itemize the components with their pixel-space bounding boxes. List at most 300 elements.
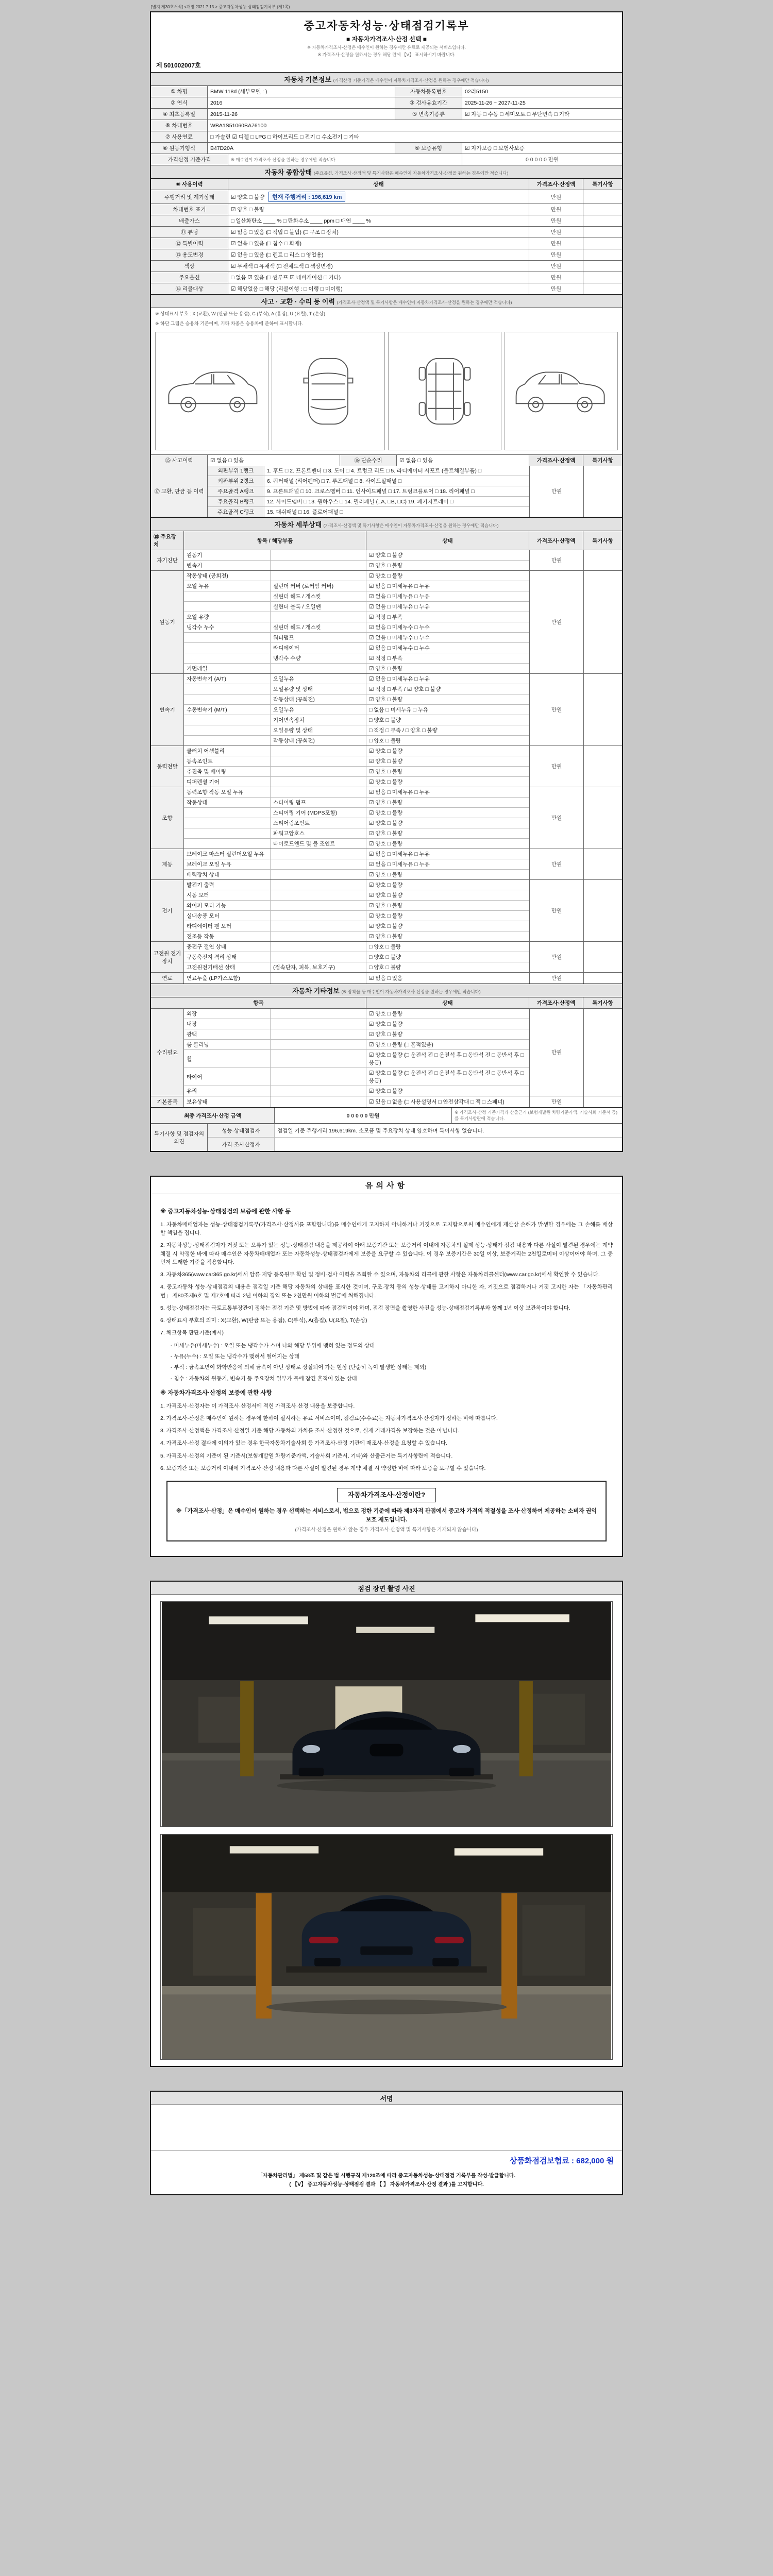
notice-items-b [160,1402,613,1473]
detail-part: 라디에이터 [271,643,366,653]
etc-row [184,1050,529,1068]
signature-block [150,2091,623,2195]
device-note-cell [583,746,622,787]
header-note: 특기사항 [583,179,622,190]
detail-status-checkboxes: □ 양호 □ 불량 [369,944,401,950]
detail-row [184,643,529,653]
detail-title-note: (가격조사·산정액 및 특기사항은 매수인이 자동차가격조사·산정을 원하는 경우에만 적습니다) [323,523,499,528]
rank-row [208,466,529,476]
condition-item-label: 배출가스 [151,215,228,226]
header-item-part: 항목 / 해당부품 [184,531,366,550]
device-rows [184,880,529,941]
detail-item: 전조등 작동 [184,931,271,941]
detail-part: 실린더 커버 (로커암 커버) [271,581,366,591]
device-label: 원동기 [151,571,184,673]
device-group [151,550,622,571]
detail-status-checkboxes: ☑ 양호 □ 불량 [369,923,403,929]
accident-history-table [151,455,622,466]
rank-price-cell: 만원 [529,466,583,517]
detail-item: 추진축 및 베어링 [184,767,271,776]
notice-item: 7. 체크항목 판단기준(예시) [160,1330,224,1336]
info-box-text: ※「가격조사·산정」은 매수인이 원하는 경우 선택하는 서비스로서, 법으로 정한 기준에 따라 제3자적 관점에서 중고차 가격의 적절성을 조사·산정하여 제공하는 소비자 권익보호 제도입니다. [176,1508,597,1523]
detail-item: 충전구 절연 상태 [184,942,271,952]
device-label: 고전원 전기장치 [151,942,184,972]
device-note-cell [583,550,622,570]
etc-title-note: (※ 장착물 등 매수인이 자동차가격조사·산정을 원하는 경우에만 적습니다) [341,989,481,994]
detail-item: 오일 유량 [184,612,271,622]
detail-item: 오일 누유 [184,581,271,591]
etc-group-rows [184,1096,529,1107]
condition-status-cell [228,261,529,272]
detail-part: 실린더 헤드 / 개스킷 [271,591,366,601]
detail-part: (접속단자, 피복, 보호기구) [271,962,366,972]
detail-row [184,777,529,787]
detail-row [184,684,529,694]
detail-item: 작동상태 (공회전) [184,571,271,581]
rank-row [208,507,529,517]
header-item: 항목 [151,997,366,1008]
detail-row [184,859,529,870]
condition-status-cell [228,204,529,215]
detail-row [184,921,529,931]
car-top-view-icon [279,354,377,429]
photos-area [151,1595,622,2066]
detail-part [271,859,366,869]
detail-status-checkboxes: ☑ 양호 □ 불량 [369,810,403,816]
table-row [151,143,622,154]
device-rows [184,942,529,972]
detail-status-checkboxes: ☑ 없음 □ 미세누유 □ 누유 [369,594,430,600]
device-label: 변속기 [151,674,184,745]
header-note: 특기사항 [583,455,622,466]
detail-item: 고전원전기배선 상태 [184,962,271,972]
detail-status-checkboxes: ☑ 양호 □ 불량 [369,697,403,703]
remarks-text [275,1138,622,1151]
etc-row [184,1019,529,1029]
notice-item: 1. 가격조사·산정자는 이 가격조사·산정서에 적힌 가격조사·산정 내용을 보증합니다. [160,1402,355,1409]
document-number: 제 501002007호 [156,62,201,69]
car-underbody-icon [396,354,494,429]
detail-row [184,736,529,745]
detail-row [184,561,529,570]
detail-row [184,756,529,767]
notice-item: 2. 가격조사·산정은 매수인이 원하는 경우에 한하여 실시하는 유료 서비스이며, 점검료(수수료)는 자동차가격조사·산정자가 정하는 바에 따릅니다. [160,1415,498,1421]
detail-part: 워터펌프 [271,633,366,642]
note-cell [583,261,622,272]
basic-title-note: (가격산정 기준가격은 매수인이 자동차가격조사·산정을 원하는 경우에만 적습니다) [333,78,489,83]
detail-status-checkboxes: ☑ 양호 □ 불량 [369,882,403,888]
page-title: 중고자동차성능·상태점검기록부 [304,20,469,32]
device-price-cell: 만원 [529,674,583,745]
etc-item: 유리 [184,1086,271,1096]
detail-row [184,890,529,901]
first-reg-value: 2015-11-26 [208,109,395,120]
detail-status-checkboxes: □ 양호 □ 불량 [369,964,401,971]
detail-item [184,839,271,849]
detail-item: 디퍼렌셜 기어 [184,777,271,787]
detail-part [271,901,366,910]
device-group [151,746,622,787]
device-price-cell: 만원 [529,571,583,673]
header-price: 가격조사·산정액 [529,531,583,550]
detail-item [184,602,271,612]
detail-row [184,849,529,859]
detail-status-checkboxes: □ 적정 □ 부족 / □ 양호 □ 불량 [369,727,438,734]
detail-status-checkboxes: ☑ 양호 □ 불량 [369,573,403,579]
price-appraisal-info-box [166,1481,607,1541]
detail-row [184,880,529,890]
detail-part [271,931,366,941]
detail-status-checkboxes: ☑ 양호 □ 불량 [369,666,403,672]
detail-row [184,725,529,736]
header-status: 상태 [366,531,529,550]
etc-item: 타이어 [184,1068,271,1086]
detail-part: 타이로드엔드 및 볼 조인트 [271,839,366,849]
status-checkboxes: □ 일산화탄소 ____ % □ 탄화수소 ____ ppm □ 매연 ____ % [231,218,371,224]
detail-part: 냉각수 수량 [271,653,366,663]
accident-legend-row [151,455,622,466]
device-label: 자기진단 [151,550,184,570]
detail-status-checkboxes: □ 양호 □ 불량 [369,954,401,960]
detail-item: 구동축전지 격리 상태 [184,952,271,962]
remarks-section [151,1124,622,1151]
detail-item [184,653,271,663]
detail-status-checkboxes: ☑ 없음 □ 미세누유 □ 누유 [369,604,430,610]
simple-repair-label: ⑯ 단순수리 [340,455,397,466]
detail-part [271,787,366,797]
exchange-history-label: ⑰ 교환, 판금 등 이력 [151,466,208,517]
detail-part [271,973,366,984]
rank-note-cell [583,466,622,517]
detail-part [271,664,366,673]
status-checkboxes: ☑ 없음 □ 있음 (□ 침수 □ 화재) [231,241,301,247]
car-diagram-side-left [155,332,268,450]
device-rows [184,746,529,787]
notice-subitem: - 부식 : 금속표면이 화학반응에 의해 금속이 아닌 상태로 상실되어 가는 현상 (단순히 녹이 발생한 상태는 제외) [171,1364,427,1371]
inspection-period-label: ③ 검사유효기간 [395,97,462,108]
etc-row [184,1029,529,1040]
signature-title: 서명 [151,2092,622,2105]
condition-item-label: 차대번호 표기 [151,204,228,215]
notice-body [151,1194,622,1556]
detail-status-checkboxes: ☑ 양호 □ 불량 [369,779,403,785]
condition-row [151,272,622,283]
rank-parts: 1. 후드 □ 2. 프론트펜더 □ 3. 도어 □ 4. 트렁크 리드 □ 5. 라디에이터 서포트 (볼트체결부품) □ [267,468,482,474]
notice-item: 6. 상태표시 부호의 의미 : X(교환), W(판금 또는 용접), C(부식), A(흠집), U(요철), T(손상) [160,1317,367,1324]
etc-row [184,1040,529,1050]
note-cell [583,238,622,249]
basic-title: 자동차 기본정보 [284,76,332,83]
table-row [151,86,622,97]
notice-item: 5. 가격조사·산정의 기준이 된 기준서(보험개발원 차량기준가액, 기술사회 기준서, 기타)와 산출근거는 특기사항란에 적습니다. [160,1452,453,1459]
etc-status-checkboxes: ☑ 양호 □ 불량 [369,1088,403,1094]
remarks-author: 가격·조사산정자 [208,1138,275,1151]
remarks-row [208,1138,622,1151]
status-checkboxes: ☑ 양호 □ 불량 [231,194,265,200]
table-row [151,109,622,120]
detail-item: 원동기 [184,550,271,560]
detail-row [184,962,529,972]
condition-item-label: 색상 [151,261,228,272]
condition-status-cell [228,190,529,204]
section-title-etc [151,984,622,997]
price-cell: 만원 [529,272,583,283]
device-group [151,849,622,880]
etc-item: 휠 [184,1050,271,1067]
inspection-photo-front [160,1601,613,1827]
detail-item: 브레이크 오일 누유 [184,859,271,869]
etc-group-rows [184,1009,529,1096]
detail-row [184,664,529,673]
header-price: 가격조사·산정액 [529,179,583,190]
footer-lines [151,2171,622,2194]
car-diagram-top [272,332,385,450]
detail-row [184,901,529,911]
status-checkboxes: ☑ 없음 □ 있음 (□ 적법 □ 불법) (□ 구조 □ 장치) [231,229,339,235]
comprehensive-table [151,179,622,294]
notice-subitems-a [160,1342,613,1383]
detail-row [184,767,529,777]
condition-status-cell [228,249,529,260]
notice-item: 2. 자동차성능·상태점검자가 거짓 또는 오류가 있는 성능·상태점검 내용을 제공하여 아래 보증기간 또는 보증거리 이내에 자동차의 실제 성능·상태가 점검 내용과 다른 사실이 발견된 경우에는 계약 체결 시 약정한 바에 따라 매수인은 자동차매매업자 또는 자동차성능·상태점검자에게 보증을 요구할 수 있습니다. 이 경우 보증기간은 30일 이상, 보증거리는 2천킬로미터 이상이어야 하며, 그 중 먼저 도래한 기준을 적용합니다. [160,1242,613,1265]
etc-part [271,1086,366,1096]
detail-part [271,952,366,962]
transmission-checkboxes: ☑ 자동 □ 수동 □ 세미오토 □ 무단변속 □ 기타 [465,111,570,117]
detail-item [184,828,271,838]
engine-type-label: ⑧ 원동기형식 [151,143,208,154]
condition-item-label: ⑭ 리콜대상 [151,283,228,294]
car-name-label: ① 차명 [151,86,208,97]
document [150,0,623,2195]
device-label: 조향 [151,787,184,849]
status-checkboxes: ☑ 없음 □ 있음 (□ 렌트 □ 리스 □ 영업용) [231,252,324,258]
header-note: 특기사항 [583,531,622,550]
detail-part [271,767,366,776]
device-group [151,787,622,849]
detail-status-checkboxes: ☑ 양호 □ 불량 [369,831,403,837]
notice-items-a [160,1221,613,1337]
detail-status-checkboxes: ☑ 양호 □ 불량 [369,769,403,775]
detail-part: 파워고압호스 [271,828,366,838]
notice-section-a-title: ※ 중고자동차성능·상태점검의 보증에 관한 사항 등 [160,1209,291,1215]
etc-title: 자동차 기타정보 [292,987,340,995]
photos-title: 점검 장면 촬영 사진 [151,1582,622,1595]
detail-item: 수동변속기 (M/T) [184,705,271,715]
detail-row [184,808,529,818]
device-note-cell [583,787,622,849]
condition-row [151,249,622,261]
detail-item: 라디에이터 팬 모터 [184,921,271,931]
detail-item [184,808,271,818]
detail-status-checkboxes: ☑ 양호 □ 불량 [369,892,403,899]
premium-label: 상품화점검보험료 : [509,2157,574,2166]
detail-item: 자동변속기 (A/T) [184,674,271,684]
detail-part: 오일누유 [271,705,366,715]
condition-status-cell [228,272,529,283]
condition-row [151,238,622,249]
notice-item: 4. 가격조사·산정 결과에 이의가 있는 경우 한국자동차기술사회 등 가격조사·산정 기관에 재조사·산정을 요청할 수 있습니다. [160,1440,448,1447]
detail-item: 작동상태 [184,798,271,807]
detail-row [184,942,529,952]
detail-part [271,880,366,890]
header-note-1: ※ 자동차가격조사·산정은 매수인이 원하는 경우에만 유료로 제공되는 서비스입니다. [307,45,466,50]
exchange-history-group [151,466,622,517]
fuel-label: ⑦ 사용연료 [151,131,208,142]
detail-row [184,973,529,984]
price-cell: 만원 [529,215,583,226]
detail-part [271,756,366,766]
notice-subitem: - 누유(누수) : 오일 또는 냉각수가 맺혀서 떨어지는 상태 [171,1353,299,1360]
device-label: 연료 [151,973,184,984]
info-box-title: 자동차가격조사·산정이란? [337,1488,436,1502]
detail-part [271,561,366,570]
detail-row [184,674,529,684]
detail-part [271,921,366,931]
detail-row [184,602,529,612]
main-form-block [150,11,623,1152]
detail-status-checkboxes: ☑ 양호 □ 불량 [369,563,403,569]
detail-status-checkboxes: ☑ 양호 □ 불량 [369,903,403,909]
device-note-cell [583,674,622,745]
comp-title: 자동차 종합상태 [264,168,312,176]
detail-status-checkboxes: ☑ 없음 □ 미세누유 □ 누유 [369,861,430,868]
etc-price-cell: 만원 [529,1096,583,1107]
detail-row [184,715,529,725]
detail-status-checkboxes: ☑ 적정 □ 부족 [369,614,403,620]
etc-part [271,1068,366,1086]
detail-item [184,694,271,704]
detail-row [184,550,529,561]
car-name-value: BMW 118d (세부모델 : ) [208,86,395,97]
detail-status-checkboxes: ☑ 없음 □ 미세누유 □ 누유 [369,583,430,589]
device-rows [184,571,529,673]
detail-status-checkboxes: ☑ 없음 □ 미세누수 □ 누수 [369,635,430,641]
detail-item: 발전기 출력 [184,880,271,890]
premium-value: 682,000 원 [576,2157,614,2166]
detail-status-checkboxes: ☑ 없음 □ 미세누수 □ 누수 [369,645,430,651]
device-price-cell: 만원 [529,550,583,570]
notice-item: 1. 자동차매매업자는 성능·상태점검기록부(가격조사·산정서를 포함합니다)를 매수인에게 고지하지 아니하거나 거짓으로 고지함으로써 매수인에게 재산상 손해가 발생한 경우에는 그 손해를 배상할 책임을 집니다. [160,1221,613,1236]
device-note-cell [583,942,622,972]
section-title-detail [151,517,622,531]
rank-label: 외판부위 2랭크 [208,476,264,486]
detail-status-checkboxes: ☑ 적정 □ 부족 [369,655,403,662]
etc-group-label: 기본품목 [151,1096,184,1107]
rank-parts: 15. 대쉬패널 □ 16. 플로어패널 □ [267,509,343,515]
detail-item: 배력장치 상태 [184,870,271,879]
rank-row [208,476,529,486]
device-rows [184,973,529,984]
status-checkboxes: □ 없음 ☑ 있음 (□ 썬루프 ☑ 네비게이션 □ 기타) [231,275,341,281]
status-checkboxes: ☑ 무채색 □ 유채색 (□ 전체도색 □ 색상변경) [231,263,333,269]
model-year-value: 2016 [208,97,395,108]
detail-part [271,612,366,622]
detail-part: 오일유량 및 상태 [271,725,366,735]
detail-part [271,911,366,921]
rank-row [208,497,529,507]
note-cell [583,204,622,215]
device-rows [184,849,529,879]
accident-history-label: ⑮ 사고이력 [151,455,208,466]
detail-item [184,736,271,745]
table-row [151,97,622,109]
detail-part [271,849,366,859]
detail-part [271,777,366,787]
detail-status-checkboxes: ☑ 양호 □ 불량 [369,934,403,940]
detail-status-checkboxes: ☑ 없음 □ 미세누수 □ 누수 [369,624,430,631]
device-rows [184,787,529,849]
detail-status-checkboxes: ☑ 양호 □ 불량 [369,748,403,754]
notice-item: 3. 자동차365(www.car365.go.kr)에서 압류·저당 등록원부 확인 및 정비·검사 이력을 조회할 수 있으며, 자동차의 리콜에 관한 사항은 자동차리콜센터(www.car.go.kr)에서 확인할 수 있습니다. [160,1272,600,1278]
detail-row [184,581,529,591]
detail-part: 실린더 블록 / 오일팬 [271,602,366,612]
transmission-label: ⑤ 변속기종류 [395,109,462,120]
base-price-label: 가격산정 기준가격 [151,154,228,165]
car-side-right-icon [512,354,610,429]
rank-label: 주요골격 A랭크 [208,486,264,496]
device-rows [184,550,529,570]
etc-item: 광택 [184,1029,271,1039]
note-cell [583,190,622,204]
notice-item: 3. 가격조사·산정액은 가격조사·산정일 기준 해당 자동차의 가치를 조사·산정한 것으로, 실제 거래가격을 보장하는 것은 아닙니다. [160,1428,460,1434]
detail-row [184,705,529,715]
header-device: ⑱ 주요장치 [151,531,184,550]
etc-price-cell: 만원 [529,1009,583,1096]
final-price-value: 0 0 0 0 0 만원 [275,1108,452,1123]
price-cell: 만원 [529,261,583,272]
rank-label: 주요골격 C랭크 [208,507,264,517]
detail-status-checkboxes: ☑ 양호 □ 불량 [369,820,403,826]
header-use-history: ⑩ 사용이력 [151,179,228,190]
header-status: 상태 [228,179,529,190]
footer-line-1: 「자동차관리법」 제58조 및 같은 법 시행규칙 제120조에 따라 중고자동차성능·상태점검 기록부를 작성·발급합니다. [257,2173,516,2179]
device-note-cell [583,880,622,941]
detail-row [184,870,529,879]
header-note-2: ※ 가격조사·산정을 원하시는 경우 해당 란에 【V】 표시하시기 바랍니다. [317,52,456,57]
etc-status-checkboxes: ☑ 양호 □ 불량 (□ 운전석 전 □ 운전석 후 □ 동반석 전 □ 동반석 후 □ 응급) [369,1070,524,1084]
etc-part [271,1096,366,1107]
condition-row [151,204,622,215]
header-status: 상태 [366,997,529,1008]
detail-part: 실린더 헤드 / 개스킷 [271,622,366,632]
etc-item: 내장 [184,1019,271,1029]
detail-table [151,550,622,984]
etc-note-cell [583,1009,622,1096]
inspection-period-value: 2025-11-26 ~ 2027-11-25 [465,99,526,106]
detail-row [184,622,529,633]
detail-part: 오일유량 및 상태 [271,684,366,694]
detail-part [271,890,366,900]
rank-rows [208,466,529,517]
model-year-label: ② 연식 [151,97,208,108]
condition-status-cell [228,227,529,238]
premium-line [151,2150,622,2171]
header-price: 가격조사·산정액 [529,997,583,1008]
detail-row [184,828,529,839]
detail-item: 커먼레일 [184,664,271,673]
remarks-label: 특기사항 및 점검자의 의견 [151,1124,208,1151]
etc-part [271,1029,366,1039]
condition-row [151,261,622,272]
notice-section-b-title: ※ 자동차가격조사·산정의 보증에 관한 사항 [160,1389,272,1396]
simple-repair-checkboxes: ☑ 없음 □ 있음 [397,455,529,466]
etc-item: 외장 [184,1009,271,1019]
device-rows [184,674,529,745]
accident-title: 사고 · 교환 · 수리 등 이력 [261,298,335,306]
detail-part: 스티어링조인트 [271,818,366,828]
etc-row [184,1086,529,1096]
condition-row [151,215,622,227]
